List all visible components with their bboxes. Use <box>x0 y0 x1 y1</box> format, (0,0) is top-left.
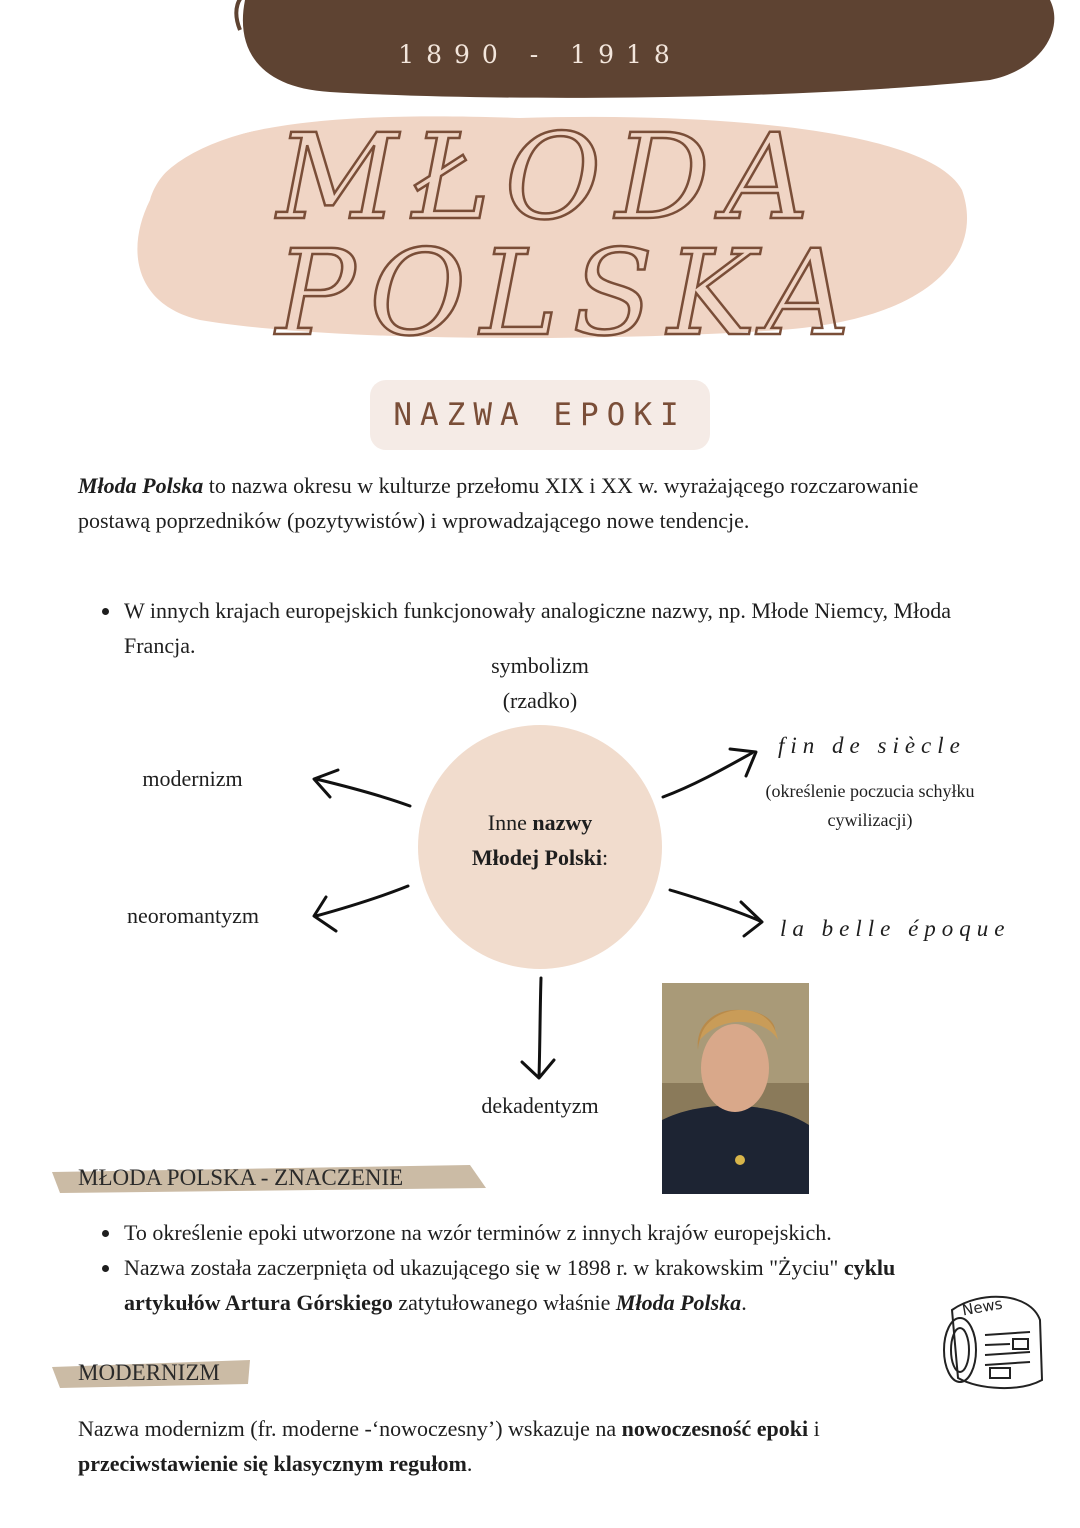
circle-colon: : <box>602 845 609 870</box>
mod-text-c: i <box>808 1416 820 1441</box>
mod-bold-2: przeciwstawienie się klasycznym regułom <box>78 1451 467 1476</box>
label-belle-epoque: la belle époque <box>780 916 1011 941</box>
heading-znaczenie: MŁODA POLSKA - ZNACZENIE <box>78 1165 404 1190</box>
arrow-dekadentyzm <box>522 978 554 1078</box>
arrow-neoromantyzm <box>314 886 408 931</box>
years-range: 1890 - 1918 <box>398 40 682 69</box>
intro-text: to nazwa okresu w kulturze przełomu XIX i XX w. wyrażającego rozczarowanie postawą poprzedników (pozytywistów) i wprowadzającego nowe tendencje. <box>78 473 919 533</box>
news-icon-label: News <box>960 1294 1004 1320</box>
bullet-item: • W innych krajach europejskich funkcjonowały analogiczne nazwy, np. Młode Niemcy, Młoda Francja. <box>122 593 952 663</box>
arrow-belle <box>670 890 762 936</box>
b2-bold: cyklu artykułów Artura Górskiego <box>124 1255 896 1315</box>
intro-paragraph <box>78 468 978 538</box>
label-dekadentyzm: dekadentyzm <box>481 1093 599 1118</box>
modernizm-paragraph <box>78 1411 958 1481</box>
label-neoromantyzm: neoromantyzm <box>127 903 259 928</box>
arrow-modernizm <box>314 770 410 806</box>
heading-modernizm: MODERNIZM <box>78 1360 220 1385</box>
mod-text-a: Nazwa modernizm (fr. moderne -‘nowoczesny’) wskazuje na <box>78 1416 622 1441</box>
title-line-2: POLSKA <box>276 224 864 362</box>
mod-text-e: . <box>466 1451 473 1476</box>
b2-text-e: . <box>741 1290 747 1315</box>
circle-bold-1: nazwy <box>532 810 593 835</box>
circle-bold-2: Młodej Polski <box>471 845 603 870</box>
label-modernizm: modernizm <box>142 766 243 791</box>
bullet-list-2 <box>100 1215 982 1320</box>
title-line-1: MŁODA <box>276 108 824 246</box>
intro-bold: Młoda Polska <box>78 473 204 498</box>
bullet-item: • To określenie epoki utworzone na wzór terminów z innych krajów europejskich. <box>122 1215 982 1250</box>
symbolizm-text: symbolizm <box>491 653 589 678</box>
b2-text-a: Nazwa została zaczerpnięta od ukazującego się w 1898 r. w krakowskim "Życiu" <box>124 1255 844 1280</box>
portrait-image <box>662 983 809 1194</box>
b2-text-c: zatytułowanego właśnie <box>392 1290 616 1315</box>
mod-bold-1: nowoczesność epoki <box>621 1416 809 1441</box>
bullet-item <box>122 1250 982 1320</box>
label-symbolizm <box>440 648 640 718</box>
symbolizm-note: (rzadko) <box>502 688 578 713</box>
circle-text: Inne <box>487 810 533 835</box>
label-fin-de-siecle: fin de siècle <box>778 733 966 758</box>
fin-note: (określenie poczucia schyłku cywilizacji) <box>765 781 975 830</box>
circle-label <box>420 805 660 875</box>
arrow-fin <box>663 749 756 797</box>
section-badge-nazwa-epoki: NAZWA EPOKI <box>370 380 710 450</box>
b2-bold-italic: Młoda Polska <box>615 1290 742 1315</box>
